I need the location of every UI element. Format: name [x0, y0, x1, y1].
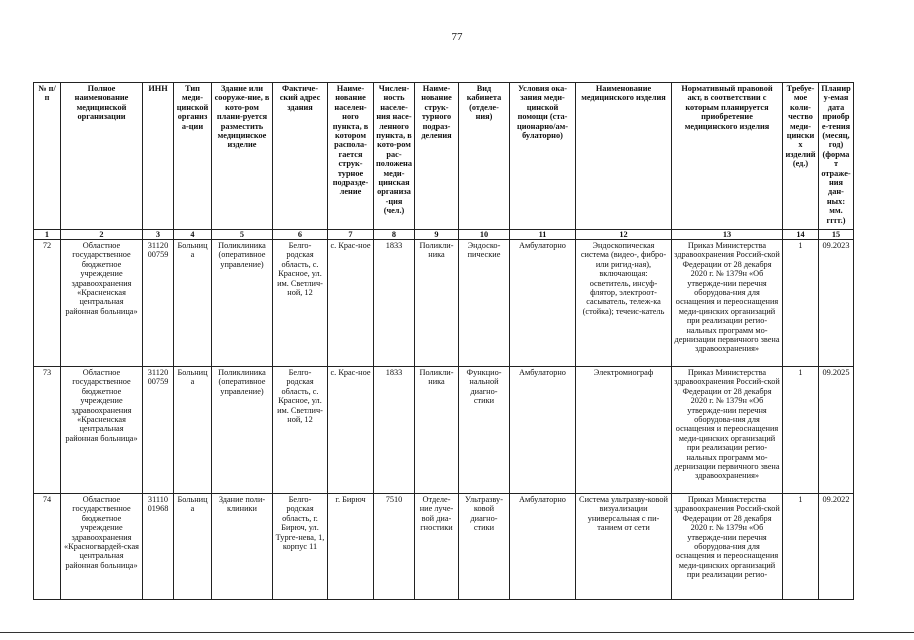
column-number: 5: [212, 230, 273, 240]
column-number: 2: [61, 230, 143, 240]
planned-date: 09.2025: [819, 367, 854, 494]
table-row: [34, 494, 854, 600]
column-number-row: [34, 230, 854, 240]
header-row: [34, 83, 854, 230]
header-cell: Требуе-мое коли-чество меди-цинских изделий (ед.): [783, 83, 819, 230]
building: Здание поли-клиники: [212, 494, 273, 600]
locality: с. Крас-ное: [328, 367, 374, 494]
organization-type: Больница: [174, 494, 212, 600]
column-number: 7: [328, 230, 374, 240]
care-conditions: Амбулаторно: [510, 367, 576, 494]
organization-type: Больница: [174, 367, 212, 494]
header-cell: Тип меди-цинской организа-ции: [174, 83, 212, 230]
table-row: [34, 240, 854, 367]
column-number: 13: [672, 230, 783, 240]
header-cell: Вид кабинета (отделе-ния): [459, 83, 510, 230]
device-name: Эндоскопическая система (видео-, фибро- или ригид-ная), включающая: осветитель, инсуф-флятор, электроот-сасыватель, тележ-ка (стойка); течеис-катель: [576, 240, 672, 367]
column-number: 12: [576, 230, 672, 240]
header-cell: Наименование медицинского изделия: [576, 83, 672, 230]
header-cell: № п/п: [34, 83, 61, 230]
page-number: 77: [451, 31, 463, 43]
equipment-table: [33, 82, 854, 600]
quantity: 1: [783, 367, 819, 494]
column-number: 4: [174, 230, 212, 240]
organization-name: Областное государственное бюджетное учреждение здравоохранения «Красногвардей-ская центральная районная больница»: [61, 494, 143, 600]
organization-name: Областное государственное бюджетное учреждение здравоохранения «Красненская центральная районная больница»: [61, 240, 143, 367]
device-name: Электромиограф: [576, 367, 672, 494]
cabinet-type: Функцио-нальной диагно-стики: [459, 367, 510, 494]
building-address: Белго-родская область, с. Красное, ул. им. Светлич-ной, 12: [273, 367, 328, 494]
regulatory-act: Приказ Министерства здравоохранения Россий-ской Федерации от 28 декабря 2020 г. № 1379н «Об утвержде-нии перечня оборудова-ния для оснащения и переоснащения меди-цинских организаций при реализации регио-нальных программ мо-дернизации первичного звена здравоохранения»: [672, 367, 783, 494]
building-address: Белго-родская область, с. Красное, ул. им. Светлич-ной, 12: [273, 240, 328, 367]
building-address: Белго-родская область, г. Бирюч, ул. Турге-нева, 1, корпус 11: [273, 494, 328, 600]
row-number: 72: [34, 240, 61, 367]
header-cell: Полное наименование медицинской организации: [61, 83, 143, 230]
header-cell: Планиру-емая дата приобре-тения (месяц, год) (формат отраже-ния дан-ных: мм. гггг.): [819, 83, 854, 230]
structural-unit: Отделе-ние луче-вой диа-гностики: [415, 494, 459, 600]
locality: с. Крас-ное: [328, 240, 374, 367]
page-bottom-edge: [0, 632, 914, 633]
table-row: [34, 367, 854, 494]
population: 1833: [374, 367, 415, 494]
building: Поликлиника (оперативное управление): [212, 240, 273, 367]
header-cell: Нормативный правовой акт, в соответствии с которым планируется приобретение медицинского изделия: [672, 83, 783, 230]
building: Поликлиника (оперативное управление): [212, 367, 273, 494]
care-conditions: Амбулаторно: [510, 240, 576, 367]
column-number: 14: [783, 230, 819, 240]
header-cell: Наиме-нование населен-ного пункта, в котором распола-гается струк-турное подразде-ление: [328, 83, 374, 230]
structural-unit: Поликли-ника: [415, 240, 459, 367]
header-cell: Наиме-нование струк-турного подраз-деления: [415, 83, 459, 230]
column-number: 15: [819, 230, 854, 240]
row-number: 74: [34, 494, 61, 600]
quantity: 1: [783, 240, 819, 367]
planned-date: 09.2022: [819, 494, 854, 600]
quantity: 1: [783, 494, 819, 600]
care-conditions: Амбулаторно: [510, 494, 576, 600]
header-cell: Фактиче-ский адрес здания: [273, 83, 328, 230]
regulatory-act: Приказ Министерства здравоохранения Россий-ской Федерации от 28 декабря 2020 г. № 1379н «Об утвержде-нии перечня оборудова-ния для оснащения и переоснащения меди-цинских организаций при реализации регио-нальных программ мо-дернизации первичного звена здравоохранения»: [672, 240, 783, 367]
structural-unit: Поликли-ника: [415, 367, 459, 494]
column-number: 3: [143, 230, 174, 240]
population: 7510: [374, 494, 415, 600]
inn-value: 31120 00759: [143, 367, 174, 494]
regulatory-act: Приказ Министерства здравоохранения Россий-ской Федерации от 28 декабря 2020 г. № 1379н «Об утвержде-нии перечня оборудова-ния для оснащения и переоснащения меди-цинских организаций при реализации регио-: [672, 494, 783, 600]
cabinet-type: Эндоско-пические: [459, 240, 510, 367]
header-cell: Здание или сооруже-ние, в кото-ром плани-руется разместить медицинское изделие: [212, 83, 273, 230]
population: 1833: [374, 240, 415, 367]
organization-type: Больница: [174, 240, 212, 367]
header-cell: ИНН: [143, 83, 174, 230]
planned-date: 09.2023: [819, 240, 854, 367]
column-number: 9: [415, 230, 459, 240]
column-number: 1: [34, 230, 61, 240]
cabinet-type: Ультразву-ковой диагно-стики: [459, 494, 510, 600]
column-number: 6: [273, 230, 328, 240]
inn-value: 31120 00759: [143, 240, 174, 367]
row-number: 73: [34, 367, 61, 494]
column-number: 10: [459, 230, 510, 240]
column-number: 11: [510, 230, 576, 240]
header-cell: Числен-ность населе-ния насе-ленного пункта, в кото-ром рас-положена меди-цинская организа-ция (чел.): [374, 83, 415, 230]
column-number: 8: [374, 230, 415, 240]
header-cell: Условия ока-зания меди-цинской помощи (ста-ционарно/ам-булаторно): [510, 83, 576, 230]
organization-name: Областное государственное бюджетное учреждение здравоохранения «Красненская центральная районная больница»: [61, 367, 143, 494]
inn-value: 31110 01968: [143, 494, 174, 600]
locality: г. Бирюч: [328, 494, 374, 600]
device-name: Система ультразву-ковой визуализации универсальная с пи-танием от сети: [576, 494, 672, 600]
